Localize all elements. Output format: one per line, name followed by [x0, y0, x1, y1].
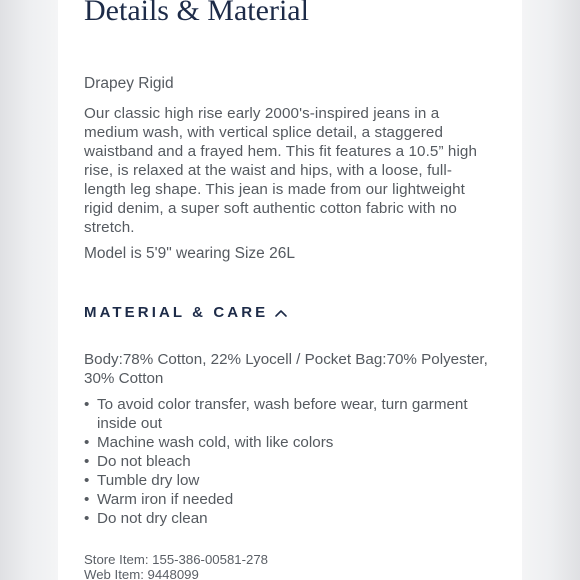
- care-item: [84, 509, 502, 528]
- model-size-info: Model is 5'9" wearing Size 26L: [84, 245, 295, 262]
- bullet: •: [84, 472, 90, 489]
- bullet: •: [84, 453, 90, 470]
- care-item-text: To avoid color transfer, wash before wear, turn garment inside out: [97, 396, 468, 432]
- care-item: [84, 471, 502, 490]
- care-item: [84, 490, 502, 509]
- material-care-header: MATERIAL & CARE: [84, 304, 269, 321]
- product-details-panel: [58, 0, 522, 580]
- bullet: •: [84, 434, 90, 451]
- bullet: •: [84, 491, 90, 508]
- store-item-number: Store Item: 155-386-00581-278: [84, 552, 269, 567]
- fit-name: Drapey Rigid: [84, 75, 174, 92]
- bullet: •: [84, 510, 90, 527]
- fabric-composition: Body:78% Cotton, 22% Lyocell / Pocket Bag:70% Polyester, 30% Cotton: [84, 351, 488, 387]
- material-care-toggle[interactable]: [84, 304, 288, 321]
- care-item-text: Do not dry clean: [97, 510, 208, 527]
- chevron-up-icon: [274, 306, 288, 320]
- care-item: [84, 433, 502, 452]
- product-description: Our classic high rise early 2000's-inspired jeans in a medium wash, with vertical splice detail, a staggered waistband and a frayed hem. This fit features a 10.5” high rise, is relaxed at the waist and hips, with a loose, full-length leg shape. This jean is made from our lightweight rigid denim, a super soft authentic cotton fabric with no stretch.: [84, 105, 478, 236]
- care-item-text: Machine wash cold, with like colors: [97, 434, 334, 451]
- care-item-text: Do not bleach: [97, 453, 191, 470]
- care-item: [84, 395, 502, 433]
- section-title-details: Details & Material: [84, 0, 309, 27]
- care-item: [84, 452, 502, 471]
- care-item-text: Warm iron if needed: [97, 491, 234, 508]
- bullet: •: [84, 396, 90, 413]
- care-item-text: Tumble dry low: [97, 472, 200, 489]
- care-instructions-list: [84, 395, 502, 528]
- web-item-number: Web Item: 9448099: [84, 567, 199, 580]
